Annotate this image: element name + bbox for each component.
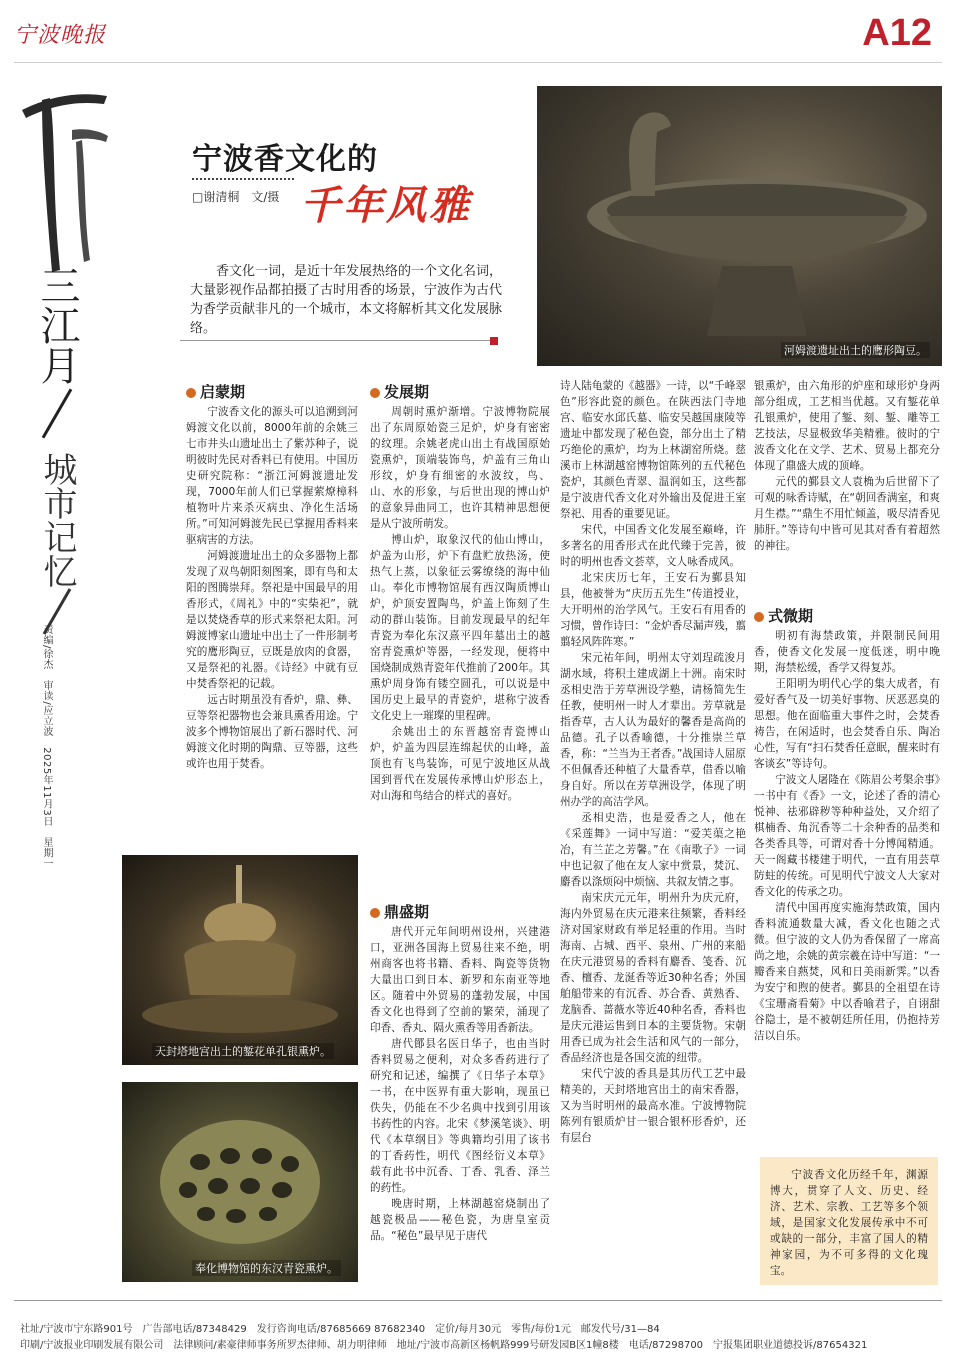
column-2	[370, 380, 550, 804]
hero-caption: 河姆渡遗址出土的鹰形陶豆。	[781, 342, 930, 358]
masthead: 宁波晚报	[14, 23, 107, 48]
paragraph: 北宋庆历七年，王安石为鄞县知县，他被誉为“庆历五先生”传道授业，大开明州的治学风气。王安石有用香的习惯，曾作诗曰：“金炉香尽漏声残，翦翦轻风阵阵寒。”	[560, 572, 746, 648]
footer-line-1: 社址/宁波市宁东路901号 广告部电话/87348429 发行咨询电话/87685669 87682340 定价/每月30元 零售/每份1元 邮发代号/31—84	[20, 1324, 660, 1335]
bullet-dot-icon	[186, 388, 196, 398]
paragraph: 诗人陆龟蒙的《越器》一诗，以“千峰翠色”形容此瓷的颜色。在陕西法门寺地宫、临安水邱氏墓、临安吴越国康陵等遗址中都发现了秘色瓷，部分出土了精巧绝伦的熏炉，均为上林湖窑所烧。慈溪市上林湖越窑博物馆陈列的五代秘色瓷炉，其颜色青翠、温润如玉，这些都是宁波唐代香文化对外输出及促进王室祭祀、用香的重要见证。	[560, 380, 746, 520]
paragraph: 博山炉，取象汉代的仙山博山，炉盖为山形，炉下有盘贮放热汤，使热气上蒸，以象征云雾缭绕的海中仙山。奉化市博物馆展有西汉陶质博山炉，炉顶安置陶鸟，炉盖上饰刻了生动的群山装饰。目前发现最早的纪年青瓷为奉化东汉熹平四年墓出土的越窑青瓷熏炉等器，一经发现，便将中国烧制成熟青瓷年代推前了200年。其熏炉周身饰有镂空圆孔，可以说是中国历史上最早的青瓷炉，堪称宁波香文化史上一璀璨的里程碑。	[370, 534, 550, 722]
paragraph: 宁波文人屠隆在《陈眉公考槃余事》一书中有《香》一文，论述了香的清心悦神、祛邪辟秽等种种益处，又介绍了棋楠香、角沉香等二十余种香的品类和各类香具等，可谓对香十分博闻精通。天一阁藏书楼建于明代，一直有用芸草防蛀的传统。可见明代宁波文人大家对香文化的传承之功。	[754, 774, 940, 898]
section-name-text: 城市记忆	[37, 452, 77, 588]
lead-rule	[180, 340, 492, 341]
header-rule	[14, 62, 942, 63]
bullet-dot-icon	[754, 612, 764, 622]
column-3	[560, 378, 746, 1146]
bullet-dot-icon	[370, 908, 380, 918]
paragraph: 南宋庆元元年，明州升为庆元府，海内外贸易在庆元港来往频繁，香料经济对国家财政有举足轻重的作用。当时海南、占城、西平、泉州、广州的来船在庆元港贸易的香料有麝香、笺香、沉香、檀香、龙涎香等近30种名香；外国舶船带来的有沉香、苏合香、黄熟香、龙脑香、蔷薇水等近40种名香，香料也是庆元港运售到日本的主要货物。宋朝用香已成为社会生活和风气的一部分，香品经济也是各国交流的纽带。	[560, 892, 746, 1064]
photo3-caption: 奉化博物馆的东汉青瓷熏炉。	[192, 1260, 341, 1276]
paragraph: 银熏炉，由六角形的炉座和球形炉身两部分组成，工艺相当优越。又有錾花单孔银熏炉，使用了錾、刻、錾、雕等工艺技法，尽显极致华美精雅。彼时的宁波香文化在文学、艺术、贸易上都充分体现了鼎盛大成的顶峰。	[754, 380, 940, 472]
paragraph: 周朝时熏炉渐增。宁波博物院展出了东周原始瓷三足炉，炉身有密密的纹理。余姚老虎山出土有战国原始瓷熏炉，顶端装饰鸟，炉盖有三角山形纹，炉身有细密的水波纹，鸟、山、水的形象，与后世出现的博山炉的意象异曲同工，也许其精神思想便是从宁波所萌发。	[370, 406, 550, 530]
section-name	[26, 440, 88, 623]
lead-mark	[490, 337, 498, 345]
paragraph: 元代的鄞县文人袁桷为后世留下了可观的咏香诗赋，在“朝回香满室，和爽月生襟。”“鼎生不用忙倾盖，吸尽清香见肺肝。”等诗句中皆可见其对香有着超然的神往。	[754, 476, 940, 552]
paragraph: 唐代开元年间明州设州，兴建港口，亚洲各国海上贸易往来不绝，明州商客也将书籍、香料、陶瓷等货物大量出口到日本、新罗和东南亚等地区。随着中外贸易的蓬勃发展，中国香文化也得到了空前的繁荣，涌现了印香、香丸、隔火熏香等用香新法。	[370, 926, 550, 1034]
column-2-lower	[370, 900, 550, 1244]
photo2-caption: 天封塔地宫出土的錾花单孔银熏炉。	[152, 1043, 334, 1059]
footer-rule	[14, 1300, 942, 1301]
headline-dotted-rule	[192, 178, 294, 180]
subhead-prosperity: 鼎盛期	[370, 900, 550, 924]
headline-main: 宁波香文化的	[192, 142, 378, 177]
paragraph: 宋代宁波的香具是其历代工艺中最精美的，天封塔地宫出土的南宋香器，又为当时明州的最高水准。宁波博物院陈列有银质炉甘一银合银杯形香炉，还有层台	[560, 1068, 746, 1144]
column-name-text: 三江月	[34, 265, 80, 385]
silver-censer-photo	[122, 855, 358, 1065]
paragraph: 宋代，中国香文化发展至巅峰，许多著名的用香形式在此代臻于完善，彼时的明州也香文荟萃，文人咏香成风。	[560, 524, 746, 568]
subhead-enlightenment: 启蒙期	[186, 380, 358, 404]
paragraph: 宋元祐年间，明州太守刘珵疏浚月湖水域，将积土建成湖上十洲。南宋时丞相史浩于芳草洲设学塾，请杨简先生任教，使明州一时人才辈出。芳草就是指香草，古人认为最好的馨香是高尚的品德。孔子以香喻德，十分推崇兰草香，称：“兰当为王者香。”战国诗人屈原不但佩香还种植了大量香草，借香以喻身自好。所以在芳草洲设学，体现了明州办学的高洁学风。	[560, 652, 746, 808]
silver-censer-icon	[122, 855, 358, 1065]
column-4	[754, 378, 940, 554]
bullet-dot-icon	[370, 388, 380, 398]
subhead-decline: 式微期	[754, 604, 940, 628]
paragraph: 余姚出土的东晋越窑青瓷博山炉，炉盖为四层连绵起伏的山峰，盖顶也有飞鸟装饰，可见宁波地区从战国到晋代在发展传承博山炉形态上，对山海和鸟结合的样式的喜好。	[370, 726, 550, 802]
lead-paragraph: 香文化一词，是近十年发展热络的一个文化名词，大量影视作品都拍摄了古时用香的场景，宁波作为古代为香学贡献非凡的一个城市，本文将解析其文化发展脉络。	[190, 264, 503, 336]
byline: □谢清桐 文/摄	[192, 190, 280, 204]
headline-sub: 千年风雅	[300, 182, 472, 229]
column-4-lower	[754, 604, 940, 1044]
issue-info: 责编/徐杰 审读/应立波 2025年11月3日 星期一	[41, 624, 52, 869]
column-name	[26, 250, 88, 427]
column-1	[186, 380, 358, 772]
paragraph: 河姆渡遗址出土的众多器物上都发现了双鸟朝阳刻图案，即有鸟和太阳的图腾崇拜。祭祀是中国最早的用香形式，《周礼》中的“实柴祀”，就是以焚烧香草的形式来祭祀太阳。河姆渡博家山遗址中出土了一件形制考究的鹰形陶豆，豆既是放肉的食器，又是祭祀的礼器。《诗经》中就有豆中焚香祭祀的记载。	[186, 550, 358, 690]
celadon-censer-icon	[122, 1082, 358, 1282]
paragraph: 丞相史浩，也是爱香之人，他在《采莲舞》一词中写道：“爱芙蕖之艳冶，有兰芷之芳馨。”在《南歌子》一词中也记叙了他在友人家中赏景，焚沉、麝香以涤烦闷中烦恼、共叙友情之事。	[560, 812, 746, 888]
paragraph: 唐代鄮县名医日华子，也由当时香料贸易之便利，对众多香药进行了研究和记述，编撰了《日华子本草》一书，在中医界有重大影响，现虽已佚失，仍能在不少名典中找到引用该书药性的内容。北宋《梦溪笔谈》、明代《本草纲目》等典籍均引用了该书的丁香药性，明代《图经衍义本草》载有此书中沉香、丁香、乳香、泽兰的药性。	[370, 1038, 550, 1194]
paragraph: 晚唐时期，上林湖越窑烧制出了越瓷极品——秘色瓷，为唐皇室贡品。“秘色”最早见于唐代	[370, 1198, 550, 1242]
paragraph: 清代中国再度实施海禁政策，国内香料流通数量大减，香文化也随之式微。但宁波的文人仍为香保留了一席高尚之地，余姚的黄宗羲在诗中写道：“一瓣香来自爇焚，风和日美雨新霁。”以香为安宁和煦的使者。鄞县的全祖望在诗《宝珊斋看菊》中以香喻君子，自诩甜谷隐士，是不被朝廷所任用，仍抱持芳洁以自乐。	[754, 902, 940, 1042]
footer-line-2: 印刷/宁波报业印刷发展有限公司 法律顾问/素豪律师事务所罗杰律师、胡力明律师 地址/宁波市高新区杨帆路999号研发园B区1幢8楼 电话/87298700 宁报集团职业道德投诉/87654321	[20, 1340, 868, 1351]
paragraph: 远古时期虽没有香炉，鼎、彝、豆等祭祀器物也会兼具熏香用途。宁波多个博物馆展出了新石器时代、河姆渡文化时期的陶鼎、豆等器，这些或许也用于焚香。	[186, 694, 358, 770]
paragraph: 明初有海禁政策，并限制民间用香，使香文化发展一度低迷，明中晚期，海禁松缓，香学又得复苏。	[754, 630, 940, 674]
paragraph: 王阳明为明代心学的集大成者，有爱好香气及一切美好事物、厌恶恶臭的思想。他在面临重大事件之时，会焚香祷告，在闲适时，也会焚香自乐、陶冶心性，写有“扫石焚香任意眠，醒来时有客谈玄”等诗句。	[754, 678, 940, 770]
summary-callout: 宁波香文化历经千年，渊源博大，贯穿了人文、历史、经济、艺术、宗教、工艺等多个领域，是国家文化发展传承中不可或缺的一部分，丰富了国人的精神家园，为不可多得的文化瑰宝。	[760, 1157, 938, 1285]
bird-shaped-pottery-icon	[537, 86, 942, 366]
page-number: A12	[862, 12, 932, 54]
paragraph: 宁波香文化的源头可以追溯到河姆渡文化以前，8000年前的余姚三七市井头山遗址出土了紫苏种子，说明彼时先民对香料已有使用。中国历史研究院称：“浙江河姆渡遗址发现，7000年前人们已掌握萦燎樟科植物叶片来杀灭病虫、净化生活场所。”可知河姆渡先民已掌握用香料来驱病害的方法。	[186, 406, 358, 546]
celadon-censer-photo	[122, 1082, 358, 1282]
hero-photo	[537, 86, 942, 366]
subhead-development: 发展期	[370, 380, 550, 404]
